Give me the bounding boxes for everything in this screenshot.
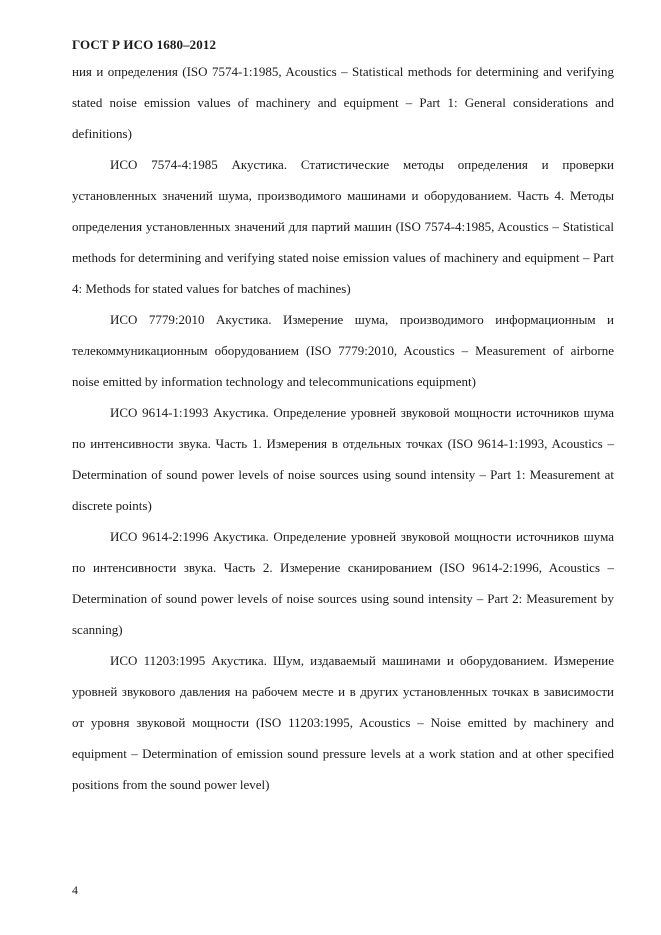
- reference-paragraph-iso-7574-4: ИСО 7574-4:1985 Акустика. Статистические методы определения и проверки установленных значений шума, производимого машинами и оборудованием. Часть 4. Методы определения установленных значений для партий машин (ISO 7574-4:1985, Acoustics – Statistical methods for determining and verifying stated noise emission values of machinery and equipment – Part 4: Methods for stated values for batches of machines): [72, 157, 614, 296]
- reference-paragraph-iso-9614-1: ИСО 9614-1:1993 Акустика. Определение уровней звуковой мощности источников шума по интенсивности звука. Часть 1. Измерения в отдельных точках (ISO 9614-1:1993, Acoustics – Determination of sound power levels of noise sources using sound intensity – Part 1: Measurement at discrete points): [72, 405, 614, 513]
- page-number: 4: [72, 883, 78, 897]
- reference-paragraph-iso-11203: ИСО 11203:1995 Акустика. Шум, издаваемый машинами и оборудованием. Измерение уровней звукового давления на рабочем месте и в других установленных точках в зависимости от уровня звуковой мощности (ISO 11203:1995, Acoustics – Noise emitted by machinery and equipment – Determination of emission sound pressure levels at a work station and at other specified positions from the sound power level): [72, 653, 614, 792]
- references-body: [72, 56, 614, 800]
- reference-paragraph-continuation: ния и определения (ISO 7574-1:1985, Acoustics – Statistical methods for determining and verifying stated noise emission values of machinery and equipment – Part 1: General considerations and definitions): [72, 64, 614, 141]
- reference-paragraph-iso-7779: ИСО 7779:2010 Акустика. Измерение шума, производимого информационным и телекоммуникационным оборудованием (ISO 7779:2010, Acoustics – Measurement of airborne noise emitted by information technology and telecommunications equipment): [72, 312, 614, 389]
- reference-paragraph-iso-9614-2: ИСО 9614-2:1996 Акустика. Определение уровней звуковой мощности источников шума по интенсивности звука. Часть 2. Измерение сканированием (ISO 9614-2:1996, Acoustics – Determination of sound power levels of noise sources using sound intensity – Part 2: Measurement by scanning): [72, 529, 614, 637]
- standard-header: ГОСТ Р ИСО 1680–2012: [72, 37, 217, 52]
